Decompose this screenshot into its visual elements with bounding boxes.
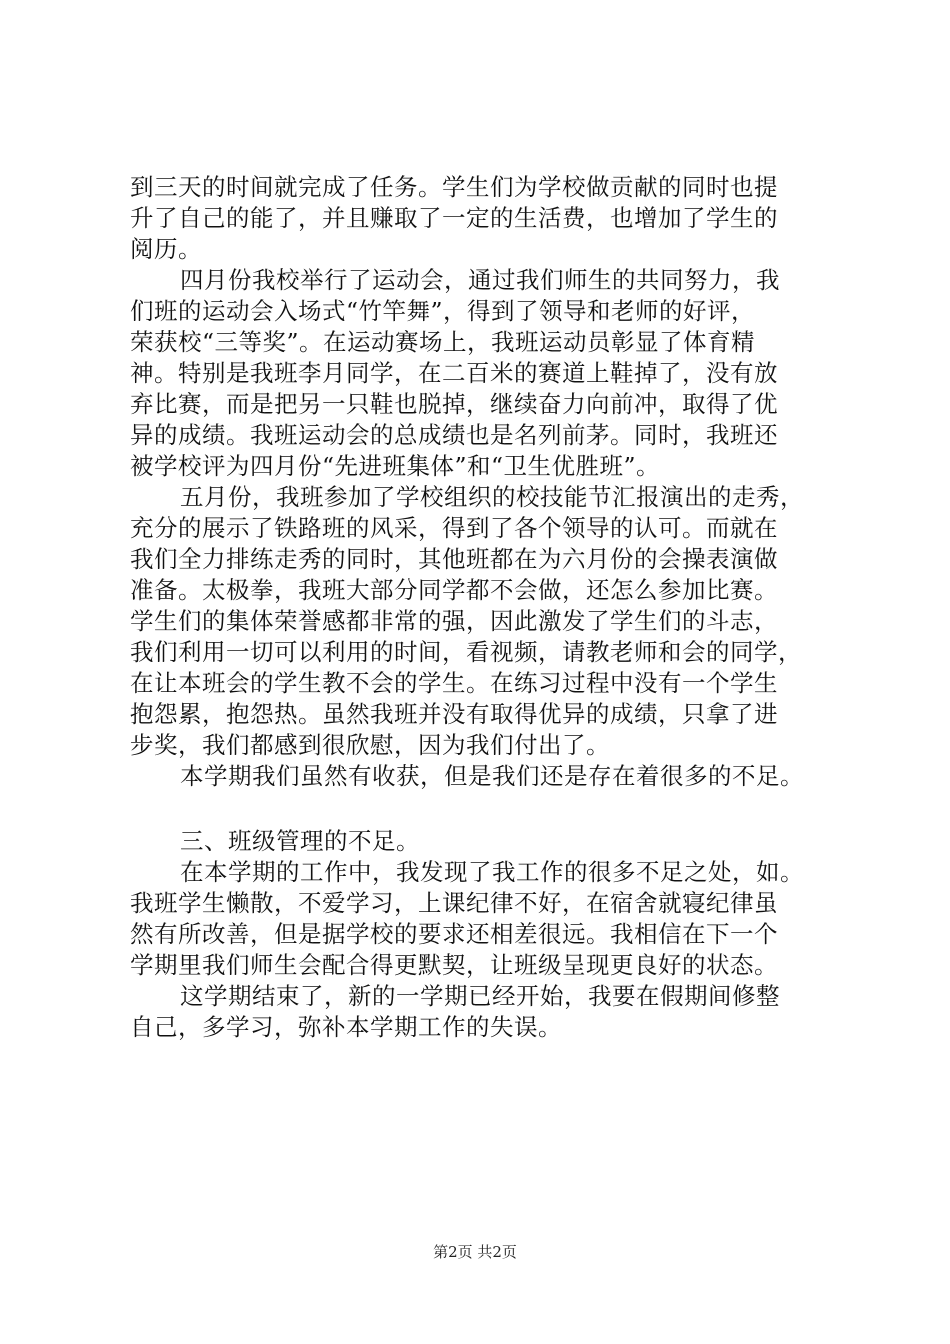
- paragraph-gap: [130, 792, 840, 826]
- text-line: 我班学生懒散，不爱学习，上课纪律不好，在宿舍就寝纪律虽: [130, 889, 778, 917]
- document-body: [130, 172, 840, 1043]
- text-line: 抱怨累，抱怨热。虽然我班并没有取得优异的成绩，只拿了进: [130, 700, 778, 728]
- text-line: 升了自己的能了，并且赚取了一定的生活费，也增加了学生的: [130, 204, 778, 232]
- text-line: 在让本班会的学生教不会的学生。在练习过程中没有一个学生: [130, 669, 778, 697]
- text-line: 我们利用一切可以利用的时间，看视频，请教老师和会的同学，: [130, 638, 802, 666]
- text-line: 步奖，我们都感到很欣慰，因为我们付出了。: [130, 731, 610, 759]
- text-line: 学期里我们师生会配合得更默契，让班级呈现更良好的状态。: [130, 951, 778, 979]
- text-line: 然有所改善，但是据学校的要求还相差很远。我相信在下一个: [130, 920, 778, 948]
- text-line: 阅历。: [130, 235, 202, 263]
- text-line: 到三天的时间就完成了任务。学生们为学校做贡献的同时也提: [130, 173, 778, 201]
- text-line: 被学校评为四月份“先进班集体”和“卫生优胜班”。: [130, 452, 661, 480]
- paragraph-start-line: 这学期结束了，新的一学期已经开始，我要在假期间修整: [180, 982, 780, 1010]
- text-line: 荣获校“三等奖”。在运动赛场上，我班运动员彰显了体育精: [130, 328, 756, 356]
- text-line: 们班的运动会入场式“竹竿舞”，得到了领导和老师的好评，: [130, 297, 756, 325]
- paragraph-start-line: 本学期我们虽然有收获，但是我们还是存在着很多的不足。: [180, 762, 804, 790]
- text-line: 学生们的集体荣誉感都非常的强，因此激发了学生们的斗志，: [130, 607, 778, 635]
- section-heading: 三、班级管理的不足。: [180, 827, 420, 855]
- text-line: 准备。太极拳，我班大部分同学都不会做，还怎么参加比赛。: [130, 576, 778, 604]
- text-line: 我们全力排练走秀的同时，其他班都在为六月份的会操表演做: [130, 545, 778, 573]
- text-line: 自己，多学习，弥补本学期工作的失误。: [130, 1013, 562, 1041]
- text-line: 神。特别是我班李月同学，在二百米的赛道上鞋掉了，没有放: [130, 359, 778, 387]
- paragraph-start-line: 四月份我校举行了运动会，通过我们师生的共同努力，我: [180, 266, 780, 294]
- paragraph-start-line: 五月份，我班参加了学校组织的校技能节汇报演出的走秀，: [180, 483, 804, 511]
- text-line: 充分的展示了铁路班的风采，得到了各个领导的认可。而就在: [130, 514, 778, 542]
- text-line: 弃比赛，而是把另一只鞋也脱掉，继续奋力向前冲，取得了优: [130, 390, 778, 418]
- text-line: 异的成绩。我班运动会的总成绩也是名列前茅。同时，我班还: [130, 421, 778, 449]
- page-number-footer: 第2页 共2页: [433, 1243, 517, 1261]
- paragraph-start-line: 在本学期的工作中，我发现了我工作的很多不足之处，如。: [180, 858, 804, 886]
